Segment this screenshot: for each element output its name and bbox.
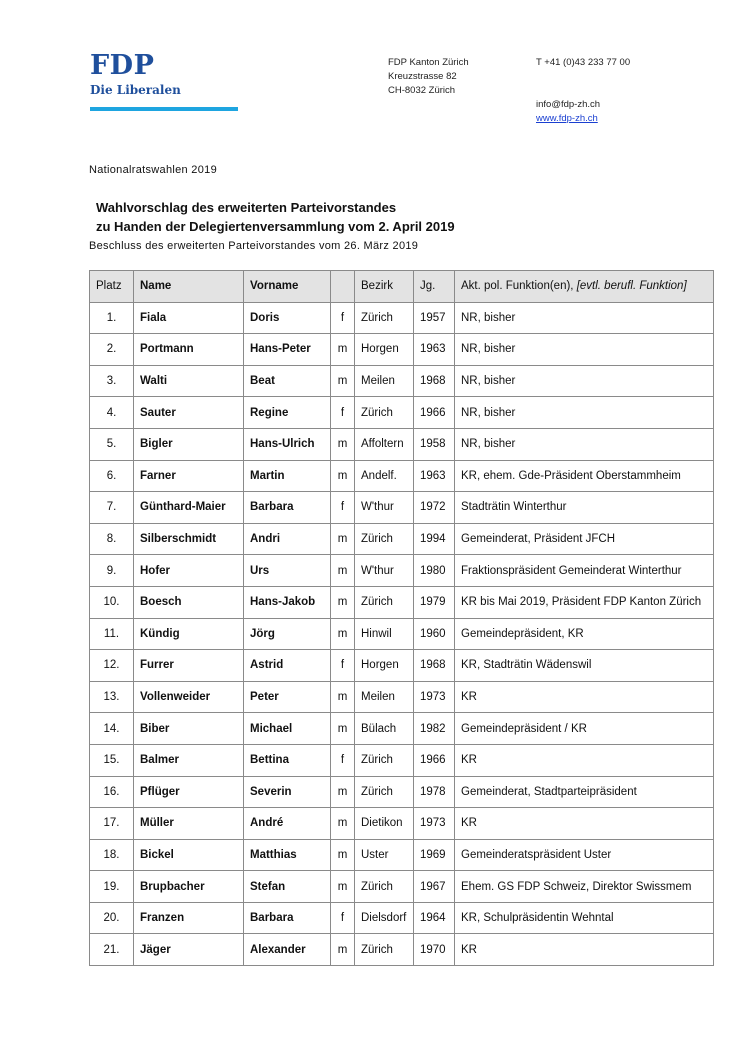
header-bezirk: Bezirk	[355, 271, 414, 303]
cell-name: Biber	[134, 713, 244, 745]
candidate-rows	[90, 302, 714, 965]
address-line: Kreuzstrasse 82	[388, 71, 457, 82]
cell-gender: m	[331, 555, 355, 587]
cell-vorname: Beat	[244, 365, 331, 397]
cell-gender: m	[331, 428, 355, 460]
table-row	[90, 871, 714, 903]
cell-gender: m	[331, 365, 355, 397]
cell-jahrgang: 1966	[414, 397, 455, 429]
cell-name: Furrer	[134, 650, 244, 682]
cell-jahrgang: 1982	[414, 713, 455, 745]
cell-gender: m	[331, 934, 355, 966]
cell-platz: 4.	[90, 397, 134, 429]
cell-platz: 21.	[90, 934, 134, 966]
website-link[interactable]: www.fdp-zh.ch	[536, 113, 598, 124]
cell-jahrgang: 1980	[414, 555, 455, 587]
election-title: Nationalratswahlen 2019	[89, 164, 217, 176]
cell-vorname: Hans-Jakob	[244, 586, 331, 618]
cell-name: Pflüger	[134, 776, 244, 808]
cell-jahrgang: 1958	[414, 428, 455, 460]
heading-line-2: zu Handen der Delegiertenversammlung vom 2. April 2019	[96, 219, 455, 234]
cell-vorname: Hans-Peter	[244, 334, 331, 366]
table-row	[90, 302, 714, 334]
cell-vorname: Doris	[244, 302, 331, 334]
cell-platz: 6.	[90, 460, 134, 492]
cell-jahrgang: 1963	[414, 460, 455, 492]
logo-wordmark: FDP	[90, 50, 155, 81]
cell-name: Jäger	[134, 934, 244, 966]
cell-name: Brupbacher	[134, 871, 244, 903]
header-platz: Platz	[90, 271, 134, 303]
cell-platz: 11.	[90, 618, 134, 650]
cell-jahrgang: 1960	[414, 618, 455, 650]
table-row	[90, 650, 714, 682]
cell-vorname: Matthias	[244, 839, 331, 871]
table-row	[90, 334, 714, 366]
header-name: Name	[134, 271, 244, 303]
cell-platz: 19.	[90, 871, 134, 903]
candidate-table	[89, 270, 714, 966]
cell-gender: f	[331, 492, 355, 524]
cell-gender: f	[331, 302, 355, 334]
sender-contact	[536, 56, 630, 126]
cell-name: Walti	[134, 365, 244, 397]
cell-vorname: André	[244, 808, 331, 840]
address-line: CH-8032 Zürich	[388, 85, 456, 96]
cell-platz: 13.	[90, 681, 134, 713]
header-gender	[331, 271, 355, 303]
cell-name: Fiala	[134, 302, 244, 334]
cell-platz: 18.	[90, 839, 134, 871]
cell-name: Hofer	[134, 555, 244, 587]
table-header-row	[90, 271, 714, 303]
cell-funktion: KR	[455, 744, 714, 776]
cell-platz: 20.	[90, 902, 134, 934]
cell-funktion: Fraktionspräsident Gemeinderat Winterthur	[455, 555, 714, 587]
cell-gender: m	[331, 618, 355, 650]
cell-bezirk: Horgen	[355, 650, 414, 682]
cell-platz: 14.	[90, 713, 134, 745]
cell-vorname: Barbara	[244, 492, 331, 524]
cell-jahrgang: 1957	[414, 302, 455, 334]
cell-vorname: Stefan	[244, 871, 331, 903]
cell-funktion: KR, Stadträtin Wädenswil	[455, 650, 714, 682]
cell-vorname: Astrid	[244, 650, 331, 682]
cell-jahrgang: 1969	[414, 839, 455, 871]
cell-vorname: Andri	[244, 523, 331, 555]
cell-platz: 16.	[90, 776, 134, 808]
cell-vorname: Jörg	[244, 618, 331, 650]
cell-name: Bigler	[134, 428, 244, 460]
cell-name: Portmann	[134, 334, 244, 366]
table-row	[90, 365, 714, 397]
heading-line-1: Wahlvorschlag des erweiterten Parteivorstandes	[96, 200, 397, 215]
cell-jahrgang: 1973	[414, 681, 455, 713]
cell-name: Silberschmidt	[134, 523, 244, 555]
sender-address	[388, 56, 469, 98]
logo-tagline: Die Liberalen	[90, 83, 181, 97]
cell-bezirk: Bülach	[355, 713, 414, 745]
cell-name: Kündig	[134, 618, 244, 650]
cell-gender: m	[331, 808, 355, 840]
cell-name: Günthard-Maier	[134, 492, 244, 524]
cell-bezirk: Affoltern	[355, 428, 414, 460]
contact-spacer	[536, 70, 630, 98]
cell-bezirk: Uster	[355, 839, 414, 871]
logo-underline	[90, 107, 238, 111]
table-row	[90, 397, 714, 429]
cell-name: Müller	[134, 808, 244, 840]
cell-platz: 3.	[90, 365, 134, 397]
cell-funktion: KR, ehem. Gde-Präsident Oberstammheim	[455, 460, 714, 492]
cell-name: Vollenweider	[134, 681, 244, 713]
cell-funktion: KR bis Mai 2019, Präsident FDP Kanton Zürich	[455, 586, 714, 618]
cell-bezirk: W'thur	[355, 492, 414, 524]
cell-bezirk: Zürich	[355, 586, 414, 618]
fdp-logo	[90, 52, 240, 111]
cell-jahrgang: 1978	[414, 776, 455, 808]
cell-platz: 10.	[90, 586, 134, 618]
cell-gender: m	[331, 839, 355, 871]
cell-vorname: Alexander	[244, 934, 331, 966]
cell-platz: 8.	[90, 523, 134, 555]
header-funktion-note: [evtl. berufl. Funktion]	[576, 280, 687, 293]
table-row	[90, 808, 714, 840]
cell-jahrgang: 1979	[414, 586, 455, 618]
header-jahrgang: Jg.	[414, 271, 455, 303]
cell-bezirk: Zürich	[355, 934, 414, 966]
cell-gender: m	[331, 681, 355, 713]
cell-platz: 17.	[90, 808, 134, 840]
cell-jahrgang: 1972	[414, 492, 455, 524]
cell-name: Franzen	[134, 902, 244, 934]
cell-gender: m	[331, 713, 355, 745]
cell-bezirk: Horgen	[355, 334, 414, 366]
table-row	[90, 776, 714, 808]
table-row	[90, 618, 714, 650]
cell-platz: 7.	[90, 492, 134, 524]
cell-funktion: NR, bisher	[455, 302, 714, 334]
cell-platz: 9.	[90, 555, 134, 587]
cell-platz: 2.	[90, 334, 134, 366]
cell-jahrgang: 1964	[414, 902, 455, 934]
table-row	[90, 555, 714, 587]
email-address: info@fdp-zh.ch	[536, 99, 601, 110]
table-row	[90, 744, 714, 776]
header-funktion	[455, 271, 714, 303]
cell-vorname: Severin	[244, 776, 331, 808]
cell-funktion: KR	[455, 808, 714, 840]
cell-vorname: Barbara	[244, 902, 331, 934]
table-row	[90, 713, 714, 745]
cell-bezirk: Dietikon	[355, 808, 414, 840]
table-row	[90, 681, 714, 713]
cell-name: Bickel	[134, 839, 244, 871]
cell-funktion: NR, bisher	[455, 365, 714, 397]
phone-number: T +41 (0)43 233 77 00	[536, 57, 631, 68]
cell-funktion: NR, bisher	[455, 334, 714, 366]
cell-vorname: Peter	[244, 681, 331, 713]
cell-gender: f	[331, 650, 355, 682]
cell-name: Balmer	[134, 744, 244, 776]
cell-funktion: Gemeinderatspräsident Uster	[455, 839, 714, 871]
cell-gender: m	[331, 871, 355, 903]
cell-vorname: Michael	[244, 713, 331, 745]
cell-gender: f	[331, 744, 355, 776]
cell-bezirk: Zürich	[355, 397, 414, 429]
cell-funktion: NR, bisher	[455, 397, 714, 429]
table-row	[90, 460, 714, 492]
cell-bezirk: Zürich	[355, 776, 414, 808]
cell-funktion: KR	[455, 681, 714, 713]
cell-name: Farner	[134, 460, 244, 492]
table-row	[90, 492, 714, 524]
cell-vorname: Bettina	[244, 744, 331, 776]
header-vorname: Vorname	[244, 271, 331, 303]
cell-bezirk: Zürich	[355, 744, 414, 776]
cell-funktion: Gemeinderat, Präsident JFCH	[455, 523, 714, 555]
cell-gender: m	[331, 776, 355, 808]
cell-jahrgang: 1973	[414, 808, 455, 840]
cell-gender: f	[331, 397, 355, 429]
table-row	[90, 902, 714, 934]
cell-gender: m	[331, 334, 355, 366]
table-row	[90, 586, 714, 618]
cell-jahrgang: 1970	[414, 934, 455, 966]
cell-gender: m	[331, 523, 355, 555]
resolution-note: Beschluss des erweiterten Parteivorstandes vom 26. März 2019	[89, 240, 419, 252]
cell-bezirk: Zürich	[355, 871, 414, 903]
cell-bezirk: Dielsdorf	[355, 902, 414, 934]
cell-bezirk: Andelf.	[355, 460, 414, 492]
cell-jahrgang: 1994	[414, 523, 455, 555]
cell-funktion: Gemeindepräsident, KR	[455, 618, 714, 650]
table-row	[90, 839, 714, 871]
cell-gender: f	[331, 902, 355, 934]
cell-platz: 1.	[90, 302, 134, 334]
cell-jahrgang: 1963	[414, 334, 455, 366]
address-line: FDP Kanton Zürich	[388, 57, 469, 68]
table-row	[90, 428, 714, 460]
cell-jahrgang: 1966	[414, 744, 455, 776]
header-funktion-label: Akt. pol. Funktion(en),	[461, 280, 574, 293]
cell-bezirk: Meilen	[355, 681, 414, 713]
cell-platz: 15.	[90, 744, 134, 776]
cell-funktion: Gemeinderat, Stadtparteipräsident	[455, 776, 714, 808]
cell-platz: 12.	[90, 650, 134, 682]
table-row	[90, 934, 714, 966]
cell-vorname: Martin	[244, 460, 331, 492]
cell-name: Boesch	[134, 586, 244, 618]
cell-funktion: Ehem. GS FDP Schweiz, Direktor Swissmem	[455, 871, 714, 903]
table-row	[90, 523, 714, 555]
cell-gender: m	[331, 586, 355, 618]
document-heading	[96, 198, 455, 236]
cell-bezirk: Hinwil	[355, 618, 414, 650]
cell-jahrgang: 1967	[414, 871, 455, 903]
cell-funktion: NR, bisher	[455, 428, 714, 460]
cell-funktion: KR	[455, 934, 714, 966]
cell-jahrgang: 1968	[414, 365, 455, 397]
cell-vorname: Urs	[244, 555, 331, 587]
cell-funktion: Stadträtin Winterthur	[455, 492, 714, 524]
cell-bezirk: W'thur	[355, 555, 414, 587]
cell-bezirk: Meilen	[355, 365, 414, 397]
cell-funktion: KR, Schulpräsidentin Wehntal	[455, 902, 714, 934]
cell-name: Sauter	[134, 397, 244, 429]
cell-gender: m	[331, 460, 355, 492]
cell-bezirk: Zürich	[355, 302, 414, 334]
cell-platz: 5.	[90, 428, 134, 460]
cell-funktion: Gemeindepräsident / KR	[455, 713, 714, 745]
cell-vorname: Hans-Ulrich	[244, 428, 331, 460]
cell-jahrgang: 1968	[414, 650, 455, 682]
cell-bezirk: Zürich	[355, 523, 414, 555]
cell-vorname: Regine	[244, 397, 331, 429]
